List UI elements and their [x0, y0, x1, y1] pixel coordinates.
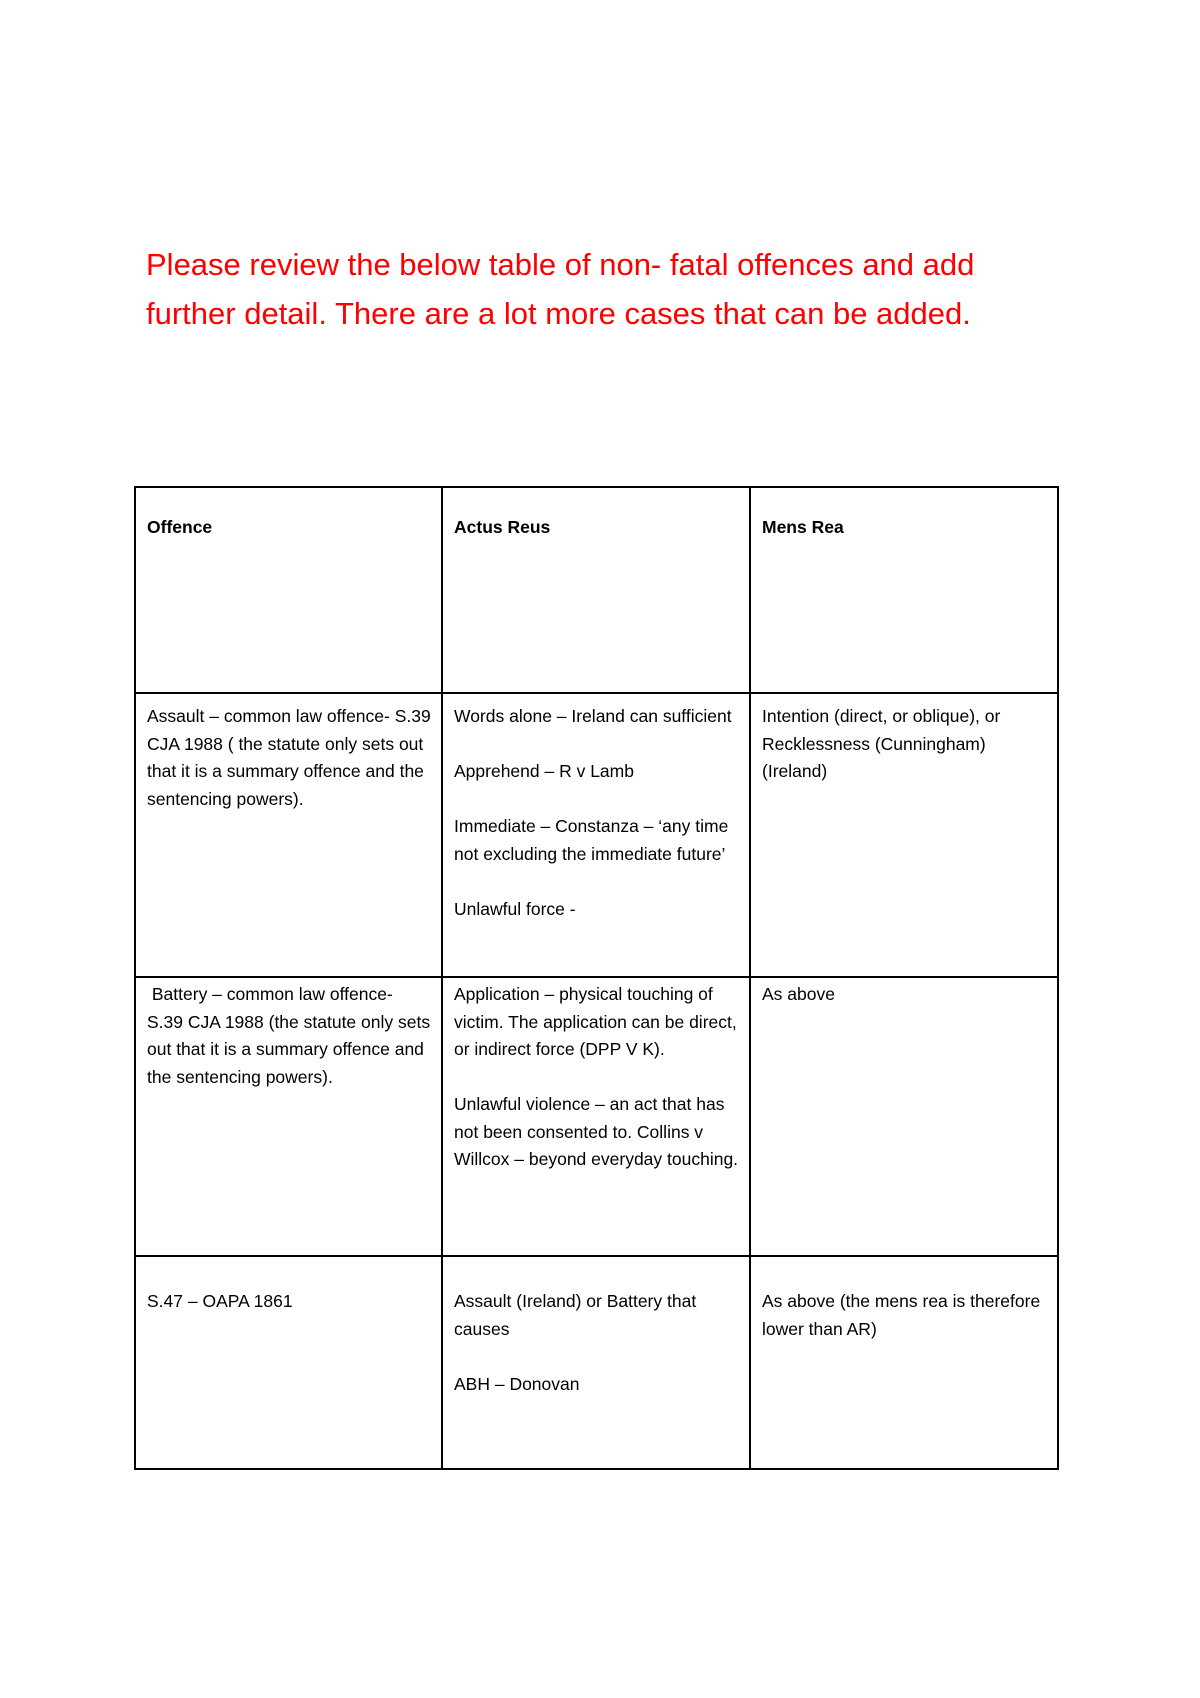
instruction-text — [146, 240, 1106, 338]
header-mens-rea: Mens Rea — [750, 487, 1058, 693]
offences-table — [134, 486, 1059, 1470]
actus-reus-item: ABH – Donovan — [454, 1373, 580, 1394]
mens-rea-cell: Intention (direct, or oblique), or Recklessness (Cunningham) (Ireland) — [750, 693, 1058, 977]
instruction-line-1: Please review the below table of non- fatal offences and add — [146, 247, 975, 282]
offence-cell: Battery – common law offence- S.39 CJA 1988 (the statute only sets out that it is a summary offence and the sentencing powers). — [135, 977, 442, 1256]
actus-reus-item: Application – physical touching of victim. The application can be direct, or indirect force (DPP V K). — [454, 984, 737, 1059]
actus-reus-cell — [442, 1256, 750, 1469]
header-actus-reus: Actus Reus — [442, 487, 750, 693]
actus-reus-item: Assault (Ireland) or Battery that causes — [454, 1291, 697, 1339]
table-row — [135, 693, 1058, 977]
offence-cell: Assault – common law offence- S.39 CJA 1988 ( the statute only sets out that it is a summary offence and the sentencing powers). — [135, 693, 442, 977]
actus-reus-item: Immediate – Constanza – ‘any time not excluding the immediate future’ — [454, 816, 729, 864]
header-offence: Offence — [135, 487, 442, 693]
actus-reus-cell — [442, 977, 750, 1256]
table-header-row — [135, 487, 1058, 693]
table-row — [135, 1256, 1058, 1469]
mens-rea-cell: As above (the mens rea is therefore lower than AR) — [750, 1256, 1058, 1469]
instruction-line-2: further detail. There are a lot more cases that can be added. — [146, 296, 971, 331]
actus-reus-cell — [442, 693, 750, 977]
actus-reus-item: Apprehend – R v Lamb — [454, 761, 634, 781]
table-row — [135, 977, 1058, 1256]
actus-reus-item: Unlawful force - — [454, 898, 576, 919]
actus-reus-item: Words alone – Ireland can sufficient — [454, 706, 732, 726]
offence-cell: S.47 – OAPA 1861 — [135, 1256, 442, 1469]
actus-reus-item: Unlawful violence – an act that has not been consented to. Collins v Willcox – beyond everyday touching. — [454, 1094, 739, 1169]
mens-rea-cell: As above — [750, 977, 1058, 1256]
